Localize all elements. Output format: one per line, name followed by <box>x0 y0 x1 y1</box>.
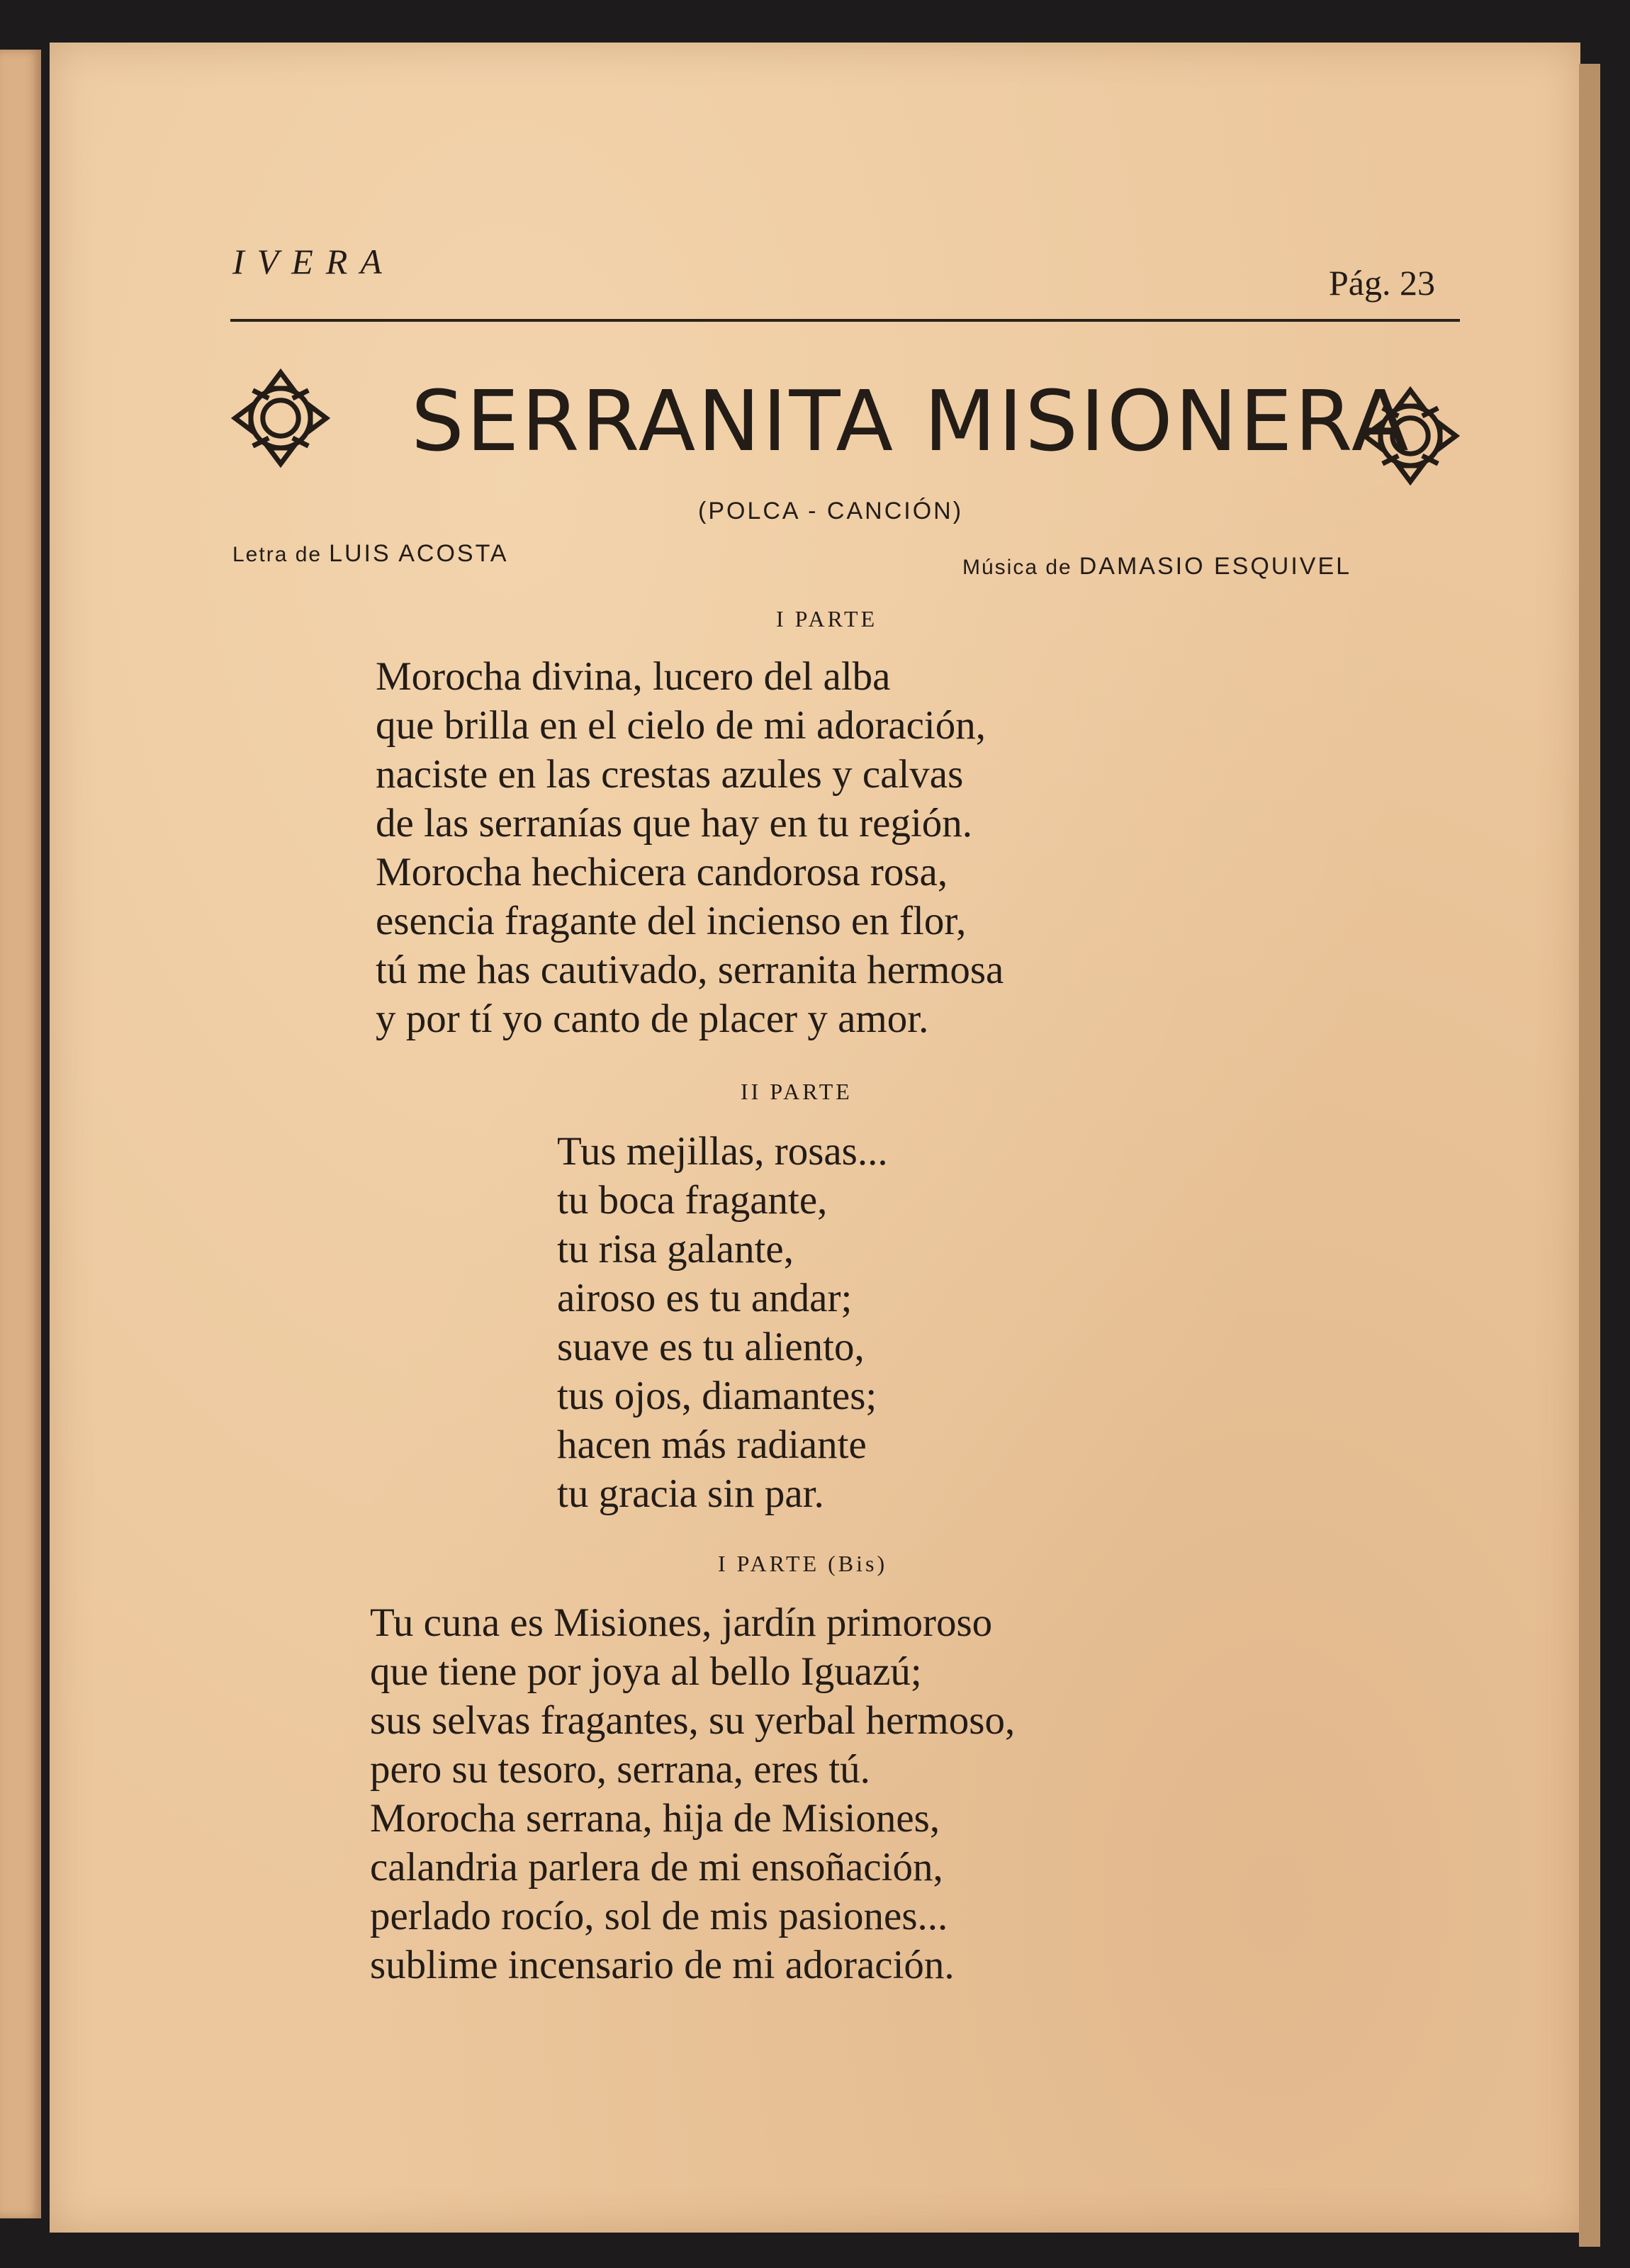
verse-line: suave es tu aliento, <box>557 1325 865 1369</box>
verse-line: naciste en las crestas azules y calvas <box>376 752 964 797</box>
verse-line: calandria parlera de mi ensoñación, <box>370 1845 943 1890</box>
lyricist-name: LUIS ACOSTA <box>329 540 509 567</box>
verse-line: sublime incensario de mi adoración. <box>370 1943 955 1987</box>
verse-line: perlado rocío, sol de mis pasiones... <box>370 1894 948 1938</box>
verse-line: esencia fragante del incienso en flor, <box>376 899 967 943</box>
section-heading: I PARTE (Bis) <box>718 1551 888 1576</box>
verse-line: que tiene por joya al bello Iguazú; <box>370 1649 922 1694</box>
verse-line: Morocha serrana, hija de Misiones, <box>370 1796 940 1841</box>
section-heading: II PARTE <box>741 1079 853 1104</box>
stanza-3 <box>370 1598 1015 1989</box>
verse-line: Tu cuna es Misiones, jardín primoroso <box>370 1600 993 1645</box>
composer-prefix: Música de <box>962 556 1072 579</box>
verse-line: tus ojos, diamantes; <box>557 1374 877 1418</box>
song-genre: (POLCA - CANCIÓN) <box>698 498 964 524</box>
verse-line: y por tí yo canto de placer y amor. <box>376 997 929 1041</box>
verse-line: sus selvas fragantes, su yerbal hermoso, <box>370 1698 1016 1743</box>
song-title: SERRANITA MISIONERA <box>411 372 1411 470</box>
verse-line: tu gracia sin par. <box>557 1471 824 1516</box>
composer-name: DAMASIO ESQUIVEL <box>1079 553 1352 580</box>
adjacent-page-edge <box>0 50 41 2218</box>
verse-line: tu risa galante, <box>557 1227 794 1271</box>
verse-line: Morocha hechicera candorosa rosa, <box>376 850 948 894</box>
composer-credit <box>962 553 1351 580</box>
lyricist-prefix: Letra de <box>232 543 322 566</box>
header-rule <box>230 319 1460 322</box>
journal-name: IVERA <box>232 242 395 281</box>
page-number: Pág. 23 <box>1329 263 1435 303</box>
lyricist-credit <box>232 540 509 568</box>
verse-line: Tus mejillas, rosas... <box>557 1129 888 1174</box>
celtic-knot-ornament-icon <box>231 369 330 468</box>
verse-line: Morocha divina, lucero del alba <box>376 654 891 699</box>
verse-line: pero su tesoro, serrana, eres tú. <box>370 1747 870 1792</box>
stanza-2 <box>557 1127 888 1518</box>
section-heading: I PARTE <box>776 606 878 631</box>
verse-line: tú me has cautivado, serranita hermosa <box>376 948 1004 992</box>
verse-line: hacen más radiante <box>557 1422 867 1467</box>
verse-line: airoso es tu andar; <box>557 1276 853 1320</box>
stanza-1 <box>376 652 1004 1043</box>
verse-line: que brilla en el cielo de mi adoración, <box>376 703 986 748</box>
verse-line: tu boca fragante, <box>557 1178 828 1223</box>
verse-line: de las serranías que hay en tu región. <box>376 801 973 846</box>
page-edge-shadow <box>1579 64 1600 2247</box>
celtic-knot-ornament-icon <box>1361 386 1460 485</box>
